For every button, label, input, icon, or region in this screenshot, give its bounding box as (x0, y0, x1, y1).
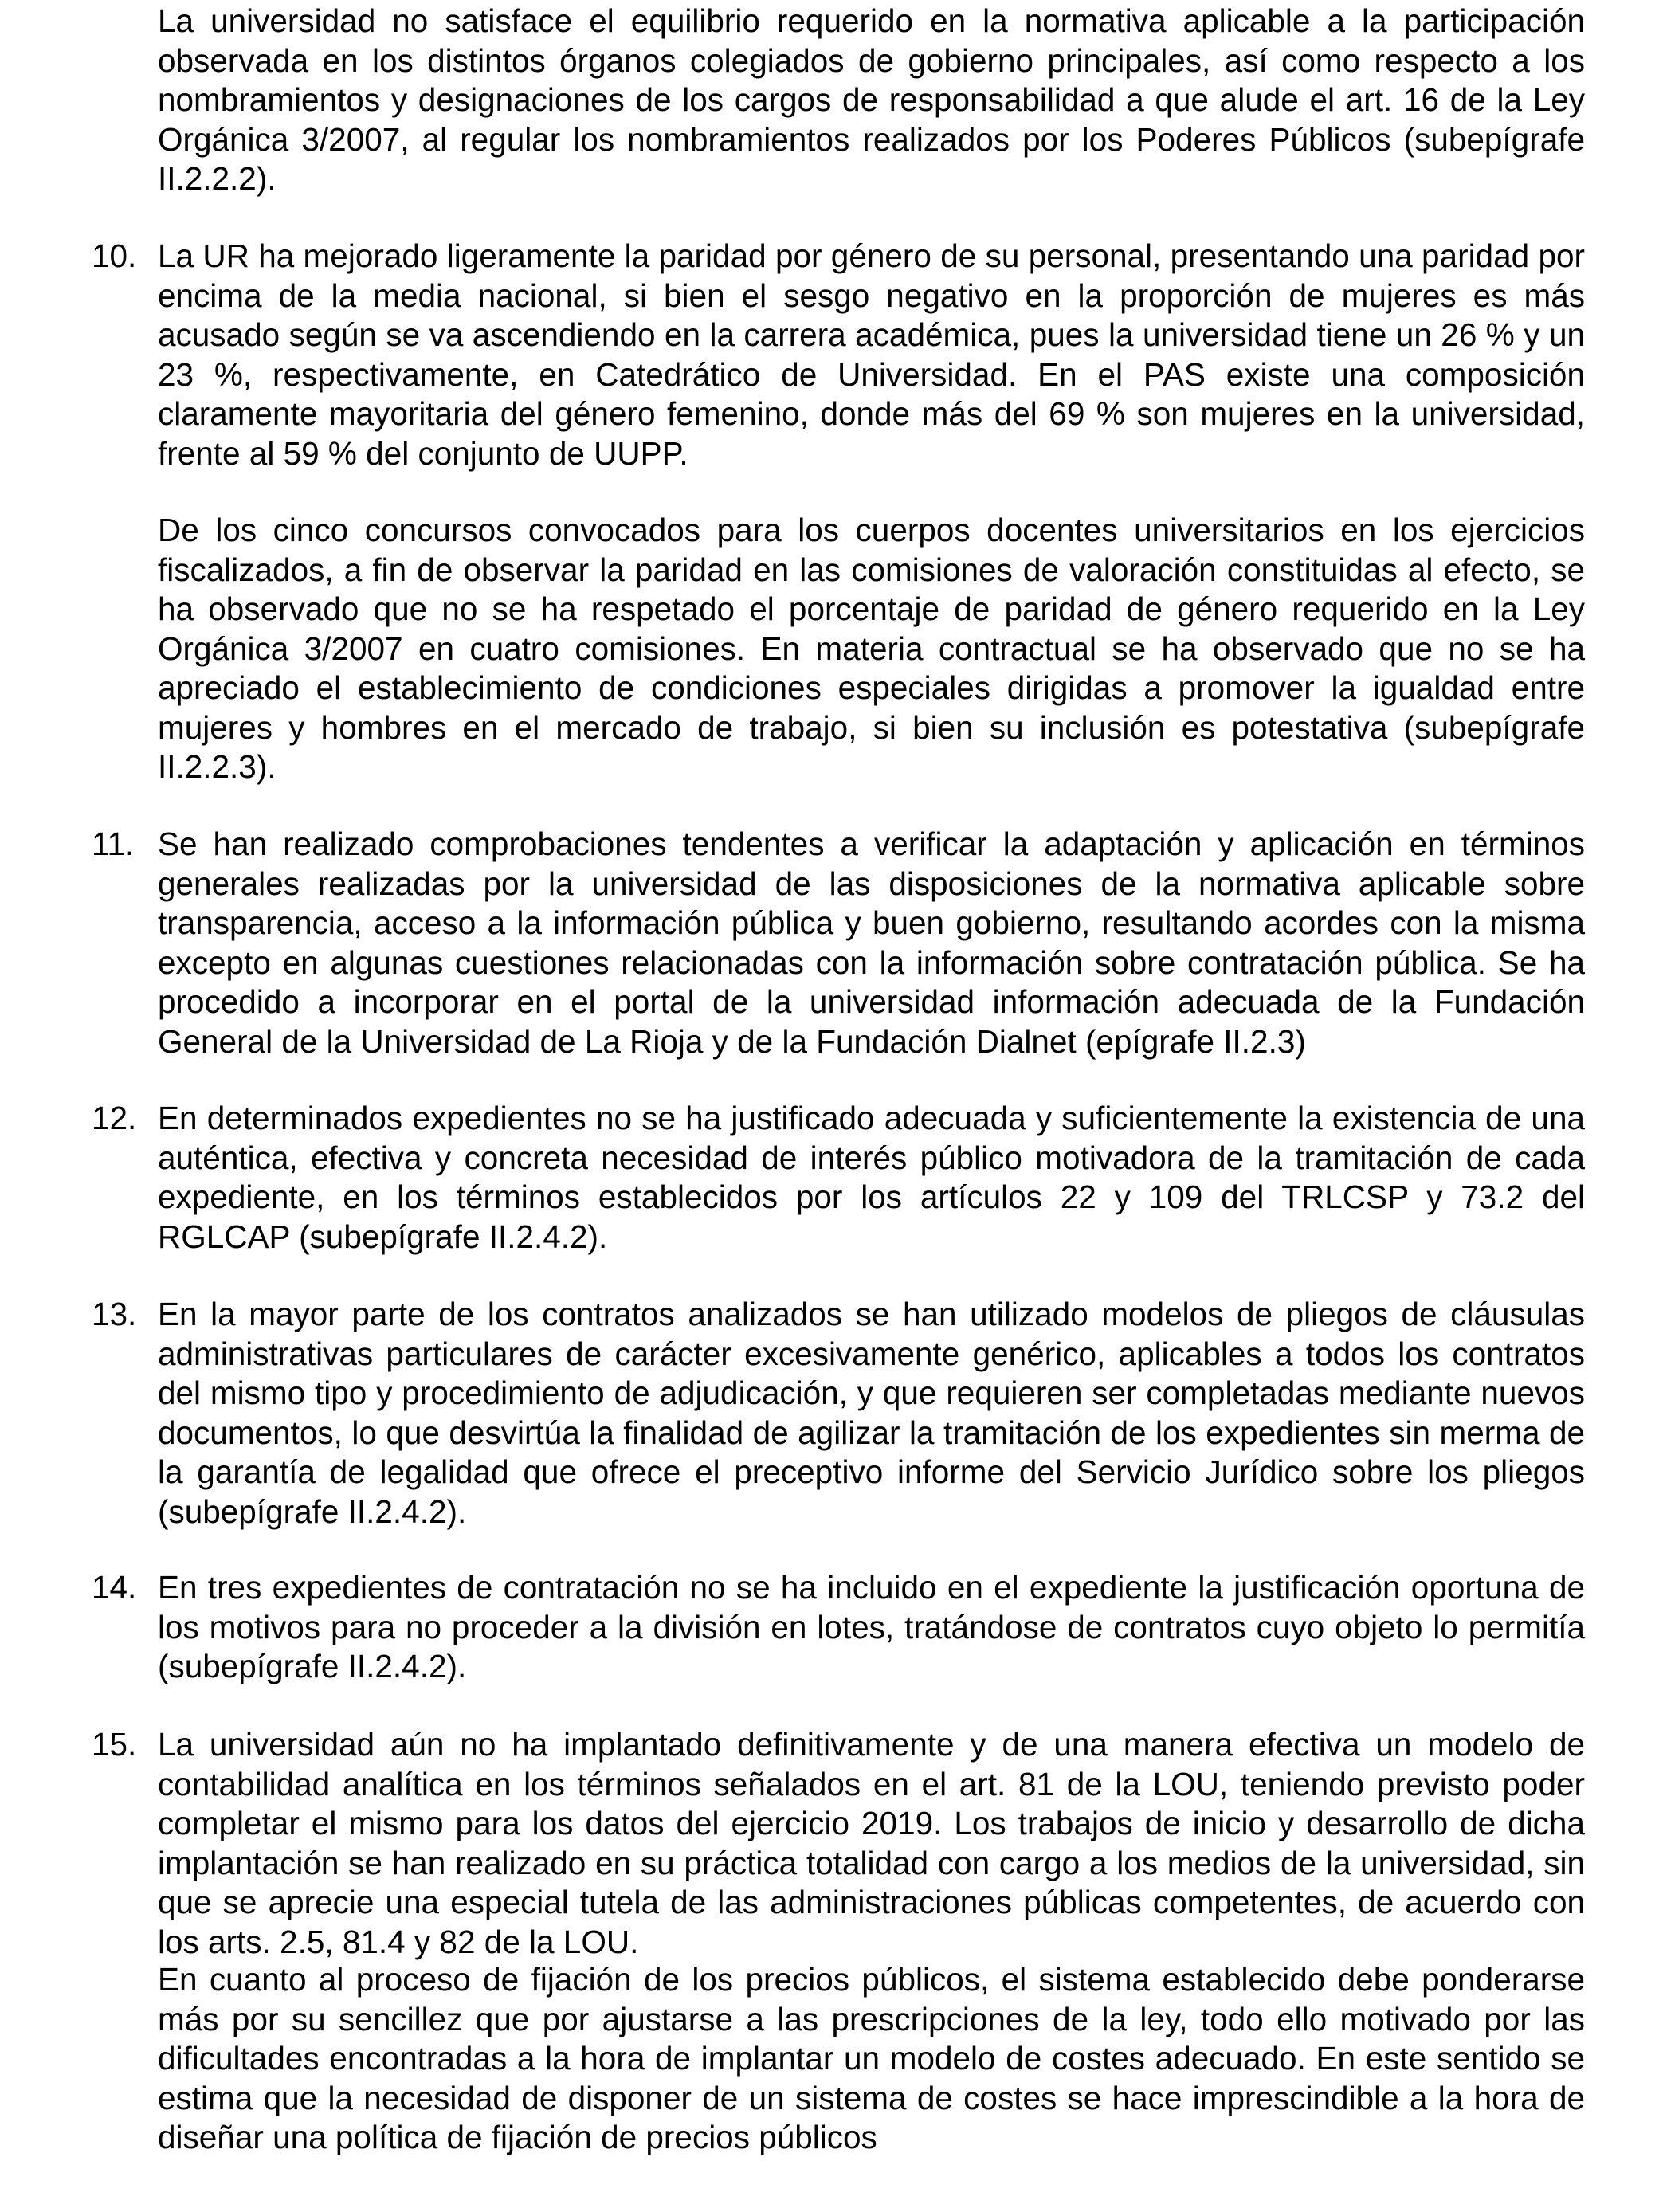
paragraph-11: Se han realizado comprobaciones tendentes a verificar la adaptación y aplicación en términos generales realizadas por la universidad de las disposiciones de la normativa aplicable sobre transparencia, acceso a la información pública y buen gobierno, resultando acordes con la misma excepto en algunas cuestiones relacionadas con la información sobre contratación pública. Se ha procedido a incorporar en el portal de la universidad información adecuada de la Fundación General de la Universidad de La Rioja y de la Fundación Dialnet (epígrafe II.2.3) (158, 826, 1585, 1060)
item-number-11: 11. (92, 826, 135, 862)
item-number-14: 14. (92, 1569, 137, 1606)
item-number-13: 13. (92, 1296, 137, 1332)
paragraph-12: En determinados expedientes no se ha justificado adecuada y suficientemente la existencia de una auténtica, efectiva y concreta necesidad de interés público motivadora de la tramitación de cada expediente, en los términos establecidos por los artículos 22 y 109 del TRLCSP y 73.2 del RGLCAP (subepígrafe II.2.4.2). (158, 1100, 1585, 1255)
paragraph-14: En tres expedientes de contratación no se ha incluido en el expediente la justificación oportuna de los motivos para no proceder a la división en lotes, tratándose de contratos cuyo objeto lo permitía (subepígrafe II.2.4.2). (158, 1569, 1585, 1684)
item-number-10: 10. (92, 237, 137, 274)
paragraph-15: La universidad aún no ha implantado definitivamente y de una manera efectiva un modelo de contabilidad analítica en los términos señalados en el art. 81 de la LOU, teniendo previsto poder completar el mismo para los datos del ejercicio 2019. Los trabajos de inicio y desarrollo de dicha implantación se han realizado en su práctica totalidad con cargo a los medios de la universidad, sin que se aprecie una especial tutela de las administraciones públicas competentes, de acuerdo con los arts. 2.5, 81.4 y 82 de la LOU. (158, 1726, 1585, 1960)
paragraph-13: En la mayor parte de los contratos analizados se han utilizado modelos de pliegos de cláusulas administrativas particulares de carácter excesivamente genérico, aplicables a todos los contratos del mismo tipo y procedimiento de adjudicación, y que requieren ser completadas mediante nuevos documentos, lo que desvirtúa la finalidad de agilizar la tramitación de los expedientes sin merma de la garantía de legalidad que ofrece el preceptivo informe del Servicio Jurídico sobre los pliegos (subepígrafe II.2.4.2). (158, 1296, 1585, 1530)
paragraph-15-continued: En cuanto al proceso de fijación de los precios públicos, el sistema establecido debe ponderarse más por su sencillez que por ajustarse a las prescripciones de la ley, todo ello motivado por las dificultades encontradas a la hora de implantar un modelo de costes adecuado. En este sentido se estima que la necesidad de disponer de un sistema de costes se hace imprescindible a la hora de diseñar una política de fijación de precios públicos (158, 1961, 1585, 2155)
item-number-12: 12. (92, 1100, 137, 1136)
item-number-15: 15. (92, 1726, 137, 1763)
paragraph-9-continued: La universidad no satisface el equilibrio requerido en la normativa aplicable a la participación observada en los distintos órganos colegiados de gobierno principales, así como respecto a los nombramientos y designaciones de los cargos de responsabilidad a que alude el art. 16 de la Ley Orgánica 3/2007, al regular los nombramientos realizados por los Poderes Públicos (subepígrafe II.2.2.2). (158, 2, 1585, 197)
paragraph-10-continued: De los cinco concursos convocados para los cuerpos docentes universitarios en los ejercicios fiscalizados, a fin de observar la paridad en las comisiones de valoración constituidas al efecto, se ha observado que no se ha respetado el porcentaje de paridad de género requerido en la Ley Orgánica 3/2007 en cuatro comisiones. En materia contractual se ha observado que no se ha apreciado el establecimiento de condiciones especiales dirigidas a promover la igualdad entre mujeres y hombres en el mercado de trabajo, si bien su inclusión es potestativa (subepígrafe II.2.2.3). (158, 512, 1585, 785)
paragraph-10: La UR ha mejorado ligeramente la paridad por género de su personal, presentando una paridad por encima de la media nacional, si bien el sesgo negativo en la proporción de mujeres es más acusado según se va ascendiendo en la carrera académica, pues la universidad tiene un 26 % y un 23 %, respectivamente, en Catedrático de Universidad. En el PAS existe una composición claramente mayoritaria del género femenino, donde más del 69 % son mujeres en la universidad, frente al 59 % del conjunto de UUPP. (158, 237, 1585, 472)
